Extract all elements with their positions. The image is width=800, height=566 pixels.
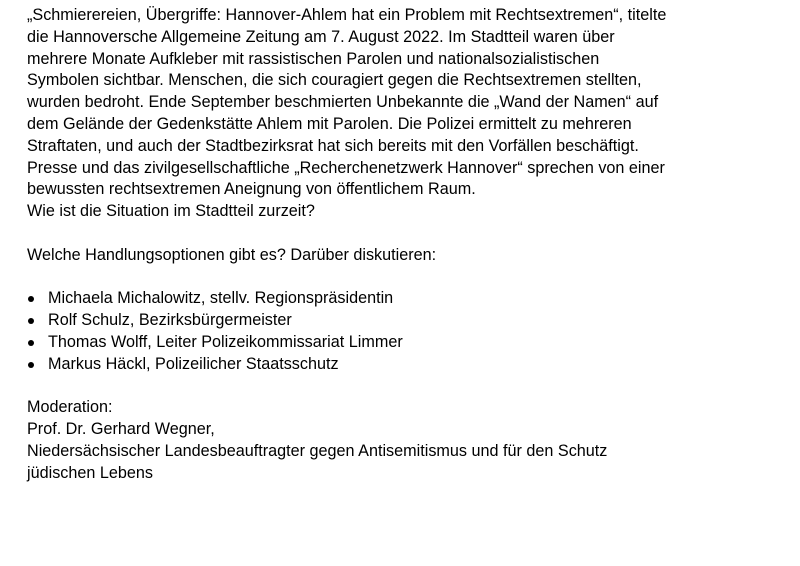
intro-line: wurden bedroht. Ende September beschmierten Unbekannte die „Wand der Namen“ auf: [27, 93, 659, 112]
intro-line: Symbolen sichtbar. Menschen, die sich couragiert gegen die Rechtsextremen stellten,: [27, 71, 642, 90]
spacer: [27, 376, 787, 398]
panel-member-text: Michaela Michalowitz, stellv. Regionspräsidentin: [48, 289, 394, 308]
panel-member: [27, 332, 787, 354]
panel-member: [27, 354, 787, 376]
panel-member: [27, 288, 787, 310]
panel-list: [27, 288, 787, 375]
moderator-name: Prof. Dr. Gerhard Wegner,: [27, 420, 215, 439]
moderation-label: Moderation:: [27, 398, 113, 417]
intro-paragraph: [27, 5, 787, 223]
intro-line: bewussten rechtsextremen Aneignung von öffentlichem Raum.: [27, 180, 476, 199]
intro-line: „Schmierereien, Übergriffe: Hannover-Ahlem hat ein Problem mit Rechtsextremen“, titelte: [27, 6, 667, 24]
bullet-icon: [28, 296, 34, 302]
spacer: [27, 223, 787, 245]
document-page: [27, 5, 787, 485]
panel-member-text: Rolf Schulz, Bezirksbürgermeister: [48, 311, 292, 330]
intro-line: Wie ist die Situation im Stadtteil zurzeit?: [27, 202, 315, 221]
bullet-icon: [28, 318, 34, 324]
intro-line: mehrere Monate Aufkleber mit rassistischen Parolen und nationalsozialistischen: [27, 49, 600, 68]
discussion-question: Welche Handlungsoptionen gibt es? Darüber diskutieren:: [27, 245, 437, 264]
spacer: [27, 267, 787, 289]
bullet-icon: [28, 362, 34, 368]
intro-line: die Hannoversche Allgemeine Zeitung am 7. August 2022. Im Stadtteil waren über: [27, 27, 615, 46]
panel-member: [27, 310, 787, 332]
moderator-role: Niedersächsischer Landesbeauftragter gegen Antisemitismus und für den Schutz: [27, 441, 608, 460]
bullet-icon: [28, 340, 34, 346]
panel-member-text: Thomas Wolff, Leiter Polizeikommissariat Limmer: [48, 332, 403, 351]
intro-line: Straftaten, und auch der Stadtbezirksrat hat sich bereits mit den Vorfällen beschäftigt.: [27, 136, 639, 155]
panel-member-text: Markus Häckl, Polizeilicher Staatsschutz: [48, 354, 339, 373]
moderator-role-continued: jüdischen Lebens: [27, 463, 153, 482]
intro-line: dem Gelände der Gedenkstätte Ahlem mit Parolen. Die Polizei ermittelt zu mehreren: [27, 114, 632, 133]
intro-line: Presse und das zivilgesellschaftliche „Recherchenetzwerk Hannover“ sprechen von einer: [27, 158, 665, 177]
moderation-section: [27, 397, 787, 484]
